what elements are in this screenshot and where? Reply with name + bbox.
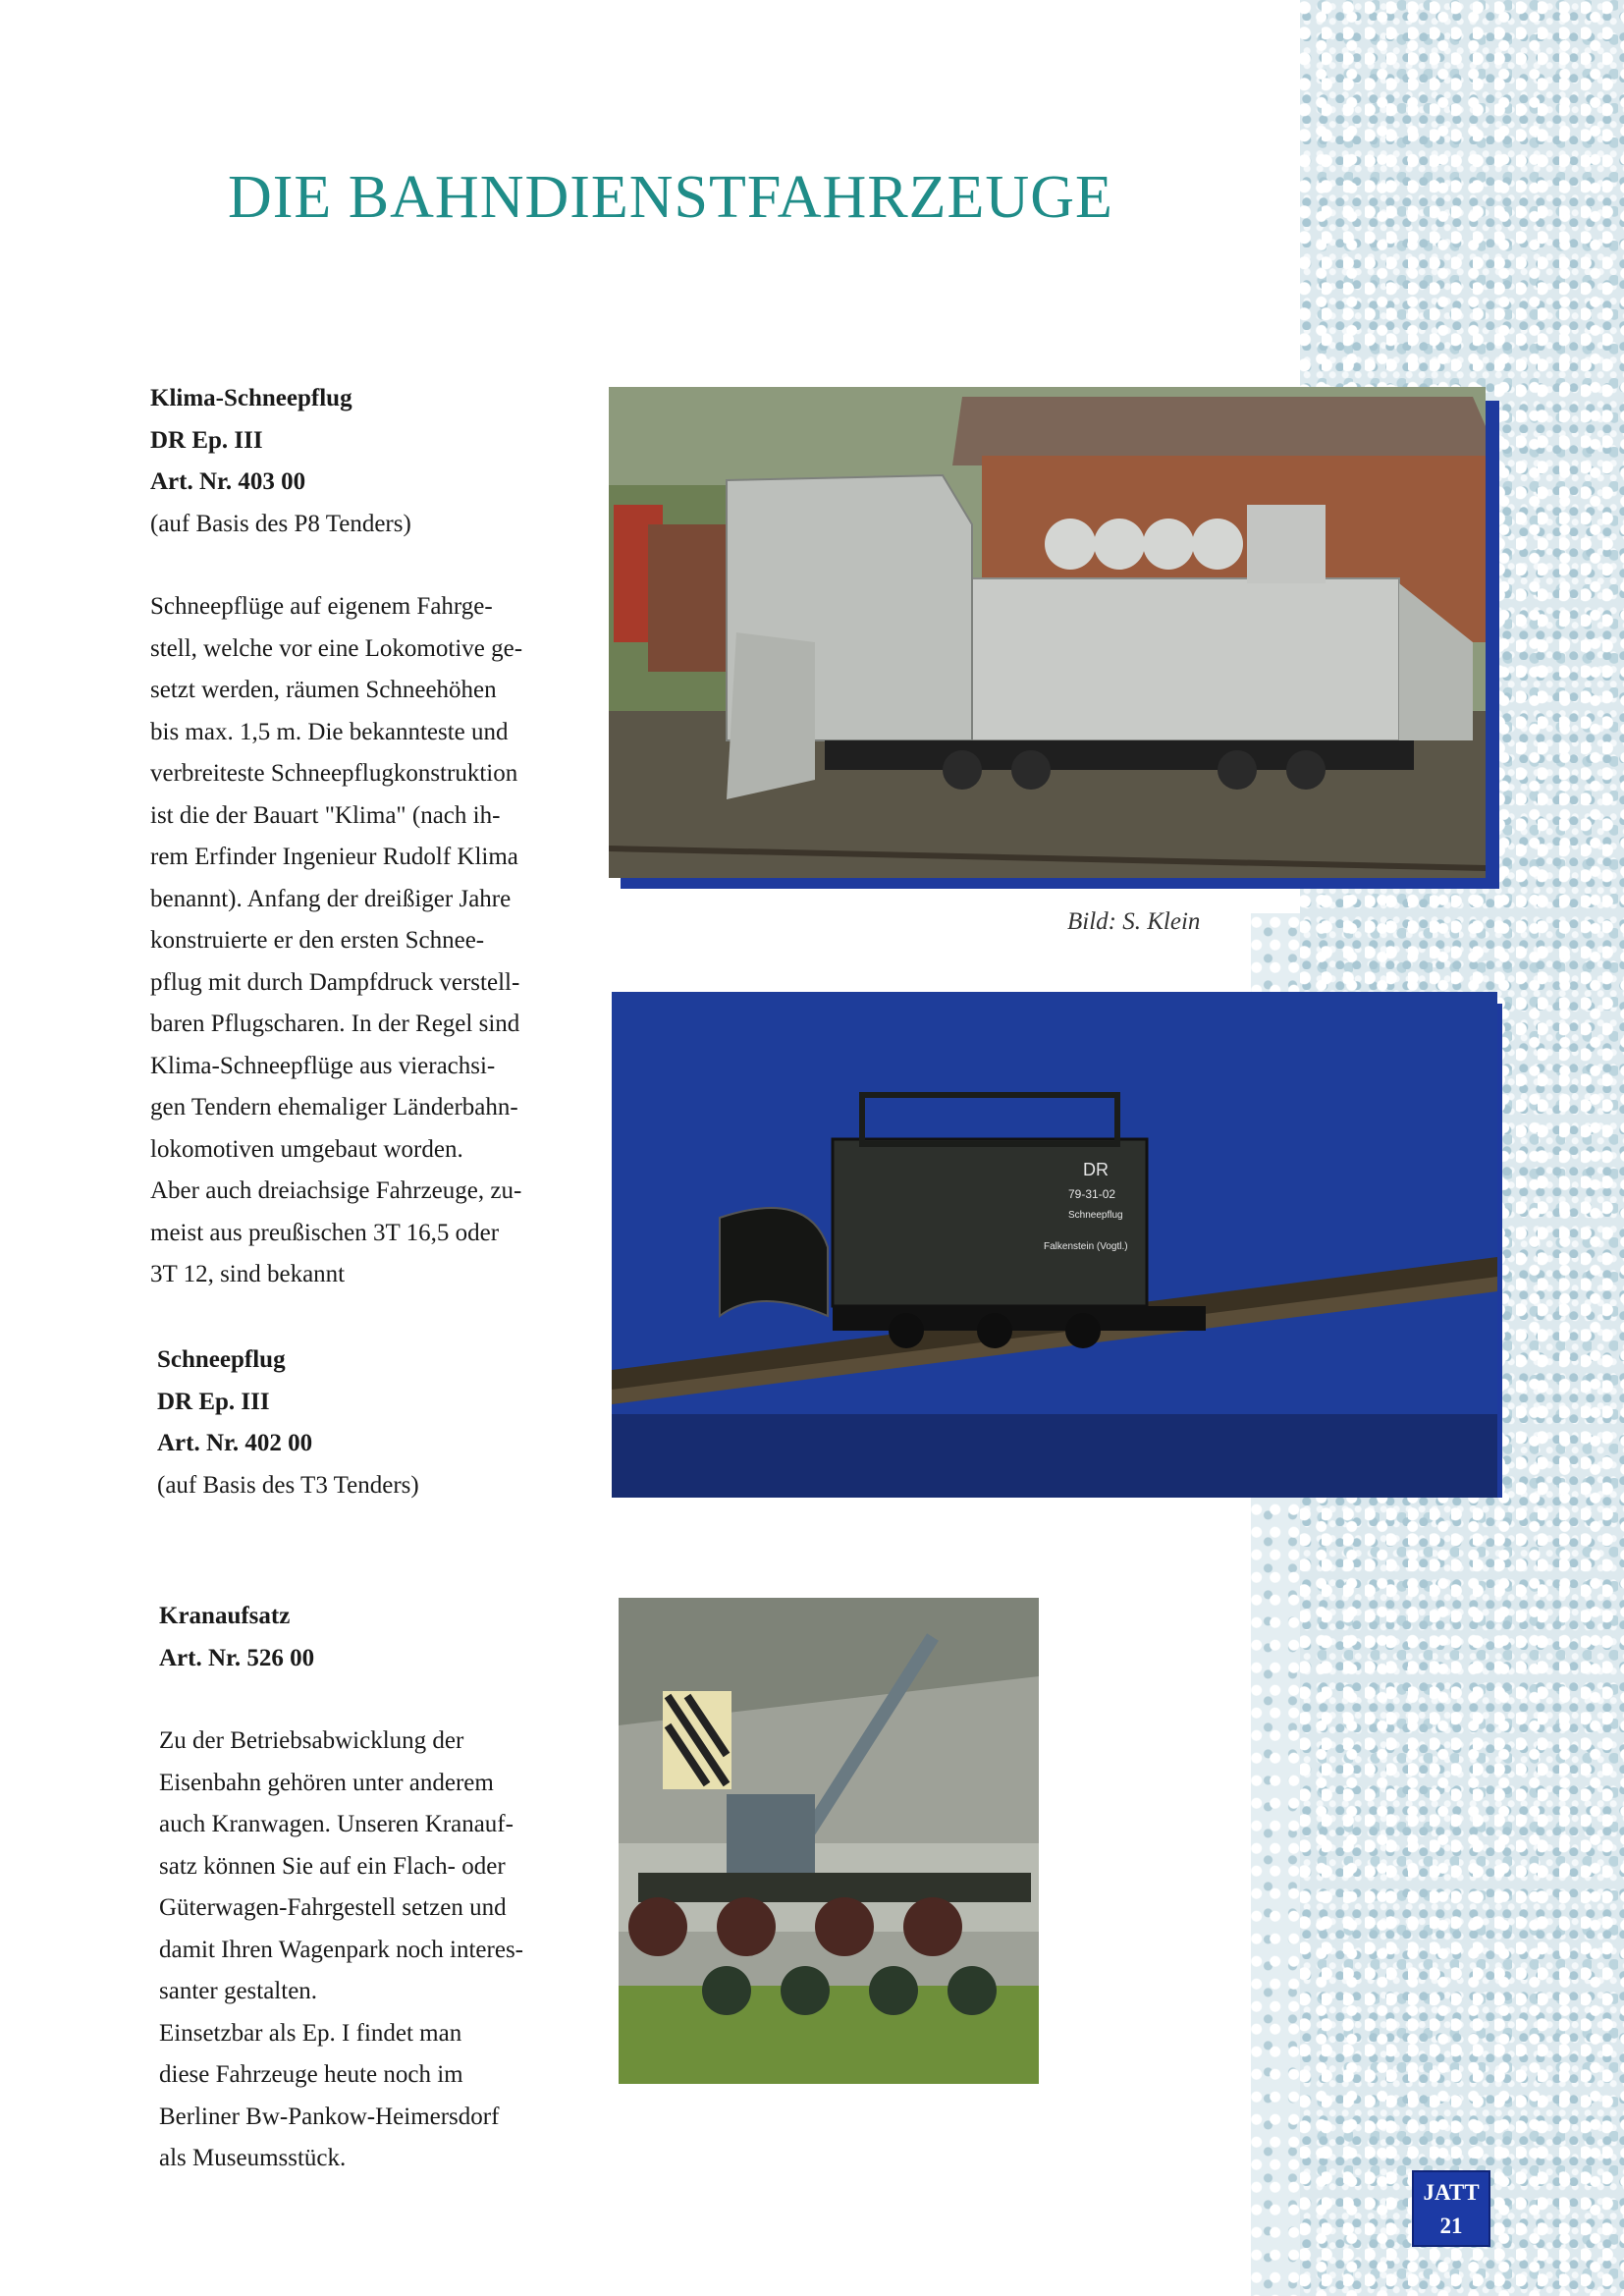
body-line: bis max. 1,5 m. Die bekannteste und <box>150 718 509 745</box>
section-heading-epoch: DR Ep. III <box>150 426 263 454</box>
wheel <box>903 1897 962 1956</box>
page-number: 21 <box>1439 2214 1463 2238</box>
section-kranaufsatz <box>159 1596 523 2180</box>
body-line: lokomotiven umgebaut worden. <box>150 1135 463 1163</box>
photo-klima-snowplough <box>609 387 1486 878</box>
body-line: Aber auch dreiachsige Fahrzeuge, zu- <box>150 1177 522 1204</box>
body-line: satz können Sie auf ein Flach- oder <box>159 1852 506 1880</box>
body-line: setzt werden, räumen Schneehöhen <box>150 677 497 703</box>
body-line: 3T 12, sind bekannt <box>150 1261 346 1287</box>
model-wheel <box>1065 1313 1101 1348</box>
plough-blade <box>727 632 815 799</box>
tank-dome <box>1143 519 1194 570</box>
model-lettering: Falkenstein (Vogtl.) <box>1044 1241 1128 1252</box>
photo-schneepflug-model <box>612 992 1497 1498</box>
section-klima-schneepflug <box>150 378 522 1296</box>
body-line: als Museumsstück. <box>159 2145 347 2171</box>
section-note: (auf Basis des P8 Tenders) <box>150 510 411 537</box>
body-line: stell, welche vor eine Lokomotive ge- <box>150 634 523 662</box>
model-illustration <box>612 992 1497 1498</box>
body-line: meist aus preußischen 3T 16,5 oder <box>150 1219 500 1246</box>
body-line: konstruierte er den ersten Schnee- <box>150 927 485 954</box>
body-line: benannt). Anfang der dreißiger Jahre <box>150 885 512 912</box>
section-schneepflug <box>157 1339 419 1506</box>
snowplough-illustration <box>609 387 1486 878</box>
body-line: verbreiteste Schneepflugkonstruktion <box>150 760 518 787</box>
section-heading-article: Art. Nr. 402 00 <box>157 1430 313 1456</box>
lower-wheel <box>947 1966 997 2015</box>
body-line: diese Fahrzeuge heute noch im <box>159 2061 463 2088</box>
tank-dome <box>1094 519 1145 570</box>
section-heading-name: Schneepflug <box>157 1346 286 1373</box>
brown-wagon <box>648 524 736 672</box>
body-line: damit Ihren Wagenpark noch interes- <box>159 1936 523 1963</box>
wheel <box>1218 750 1257 790</box>
photo-kranaufsatz <box>619 1598 1039 2084</box>
photo-caption: Bild: S. Klein <box>1067 908 1201 935</box>
body-line: pflug mit durch Dampfdruck verstell- <box>150 968 520 996</box>
crane-housing <box>727 1794 815 1873</box>
section-heading-article: Art. Nr. 403 00 <box>150 468 306 495</box>
body-line: Einsetzbar als Ep. I findet man <box>159 2019 462 2047</box>
lower-wheel <box>869 1966 918 2015</box>
tank-dome <box>1045 519 1096 570</box>
wheel <box>1286 750 1326 790</box>
wheel <box>717 1897 776 1956</box>
body-line: gen Tendern ehemaliger Länderbahn- <box>150 1094 518 1121</box>
body-line: Zu der Betriebsabwicklung der <box>159 1727 464 1754</box>
body-line: Schneepflüge auf eigenem Fahrge- <box>150 593 493 620</box>
wheel <box>815 1897 874 1956</box>
wheel <box>1011 750 1051 790</box>
model-chassis <box>833 1306 1206 1331</box>
model-wheel <box>889 1313 924 1348</box>
lower-wheel <box>781 1966 830 2015</box>
model-wheel <box>977 1313 1012 1348</box>
wheel <box>628 1897 687 1956</box>
section-heading-name: Klima-Schneepflug <box>150 385 352 411</box>
section-heading-name: Kranaufsatz <box>159 1603 291 1629</box>
body-line: Eisenbahn gehören unter anderem <box>159 1769 494 1796</box>
body-line: Güterwagen-Fahrgestell setzen und <box>159 1894 507 1921</box>
body-line: ist die der Bauart "Klima" (nach ih- <box>150 801 501 829</box>
undercarriage <box>825 740 1414 770</box>
section-heading-epoch: DR Ep. III <box>157 1388 270 1415</box>
body-line: baren Pflugscharen. In der Regel sind <box>150 1011 520 1037</box>
crane-illustration <box>619 1598 1039 2084</box>
model-lettering: 79-31-02 <box>1068 1187 1116 1201</box>
tank-dome <box>1192 519 1243 570</box>
body-line: rem Erfinder Ingenieur Rudolf Klima <box>150 844 518 870</box>
body-line: Berliner Bw-Pankow-Heimersdorf <box>159 2103 500 2130</box>
section-note: (auf Basis des T3 Tenders) <box>157 1471 419 1499</box>
wheel <box>943 750 982 790</box>
page-number-badge <box>1412 2170 1490 2247</box>
body-line: santer gestalten. <box>159 1978 318 2004</box>
tender-box <box>1247 505 1326 583</box>
reflection-area <box>612 1414 1497 1498</box>
body-line: auch Kranwagen. Unseren Kranauf- <box>159 1811 514 1837</box>
model-lettering: DR <box>1083 1160 1109 1179</box>
model-lettering: Schneepflug <box>1068 1210 1123 1221</box>
model-plough-blade <box>720 1208 828 1316</box>
lower-wheel <box>702 1966 751 2015</box>
flatcar-frame <box>638 1873 1031 1902</box>
shed-roof <box>952 397 1486 465</box>
section-heading-article: Art. Nr. 526 00 <box>159 1644 315 1671</box>
page-title: DIE BAHNDIENSTFAHRZEUGE <box>228 164 1113 231</box>
badge-publisher: JATT <box>1423 2180 1480 2205</box>
body-line: Klima-Schneepflüge aus vierachsi- <box>150 1052 496 1079</box>
